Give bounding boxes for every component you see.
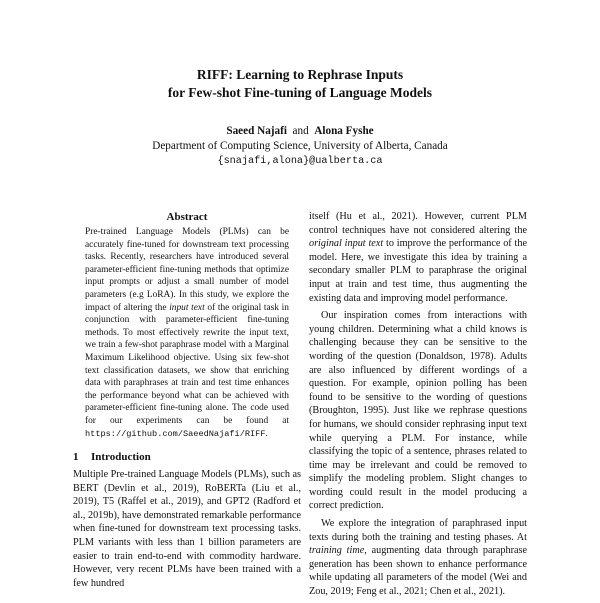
right-p3-italic: training time xyxy=(309,545,365,557)
abstract-text-end: . xyxy=(265,428,268,439)
section-title: Introduction xyxy=(91,451,151,464)
right-p3-b: , augmenting data through paraphrase generation has been shown to enhance performance while updating all parameters of the model (Wei and Zou, 2019; Feng et al., 2021; Chen et al., 2021). xyxy=(309,545,528,598)
author-1: Saeed Najafi xyxy=(226,125,287,137)
abstract-text xyxy=(85,226,289,440)
introduction-paragraph: Multiple Pre-trained Language Models (PLMs), such as BERT (Devlin et al., 2019), RoBERTa (Liu et al., 2019), T5 (Raffel et al., 2019), and GPT2 (Radford et al., 2019b), have demonstrated remarkable performance when fine-tuned for downstream text processing tasks. PLM variants with less than 1 billion parameters are easier to train end-to-end with commodity hardware. However, very recent PLMs have been trained with a few hundred xyxy=(73,469,301,589)
right-p3-a: We explore the integration of paraphrased input texts during both the training and testing phases. At xyxy=(309,518,527,543)
title-line-1: RIFF: Learning to Rephrase Inputs xyxy=(196,67,404,82)
affiliation: Department of Computing Science, University of Alberta, Canada xyxy=(152,140,448,152)
abstract-text-a: Pre-trained Language Models (PLMs) can be accurately fine-tuned for downstream text processing tasks. Recently, researchers have introduced several parameter-efficient fine-tuning methods that optimize input prompts or adjust a small number of model parameters (e.g LoRA). In this study, we explore the impact of altering the xyxy=(85,227,289,313)
title-line-2: for Few-shot Fine-tuning of Language Models xyxy=(167,85,433,100)
author-2: Alona Fyshe xyxy=(314,125,374,137)
right-paragraph-3 xyxy=(309,517,527,599)
right-p1-b: to improve the performance of the model. Here, we investigate this idea by training a secondary smaller PLM to paraphrase the original input at train and test time, thus augmenting the existing data and improving model performance. xyxy=(309,238,527,304)
author-names xyxy=(0,124,600,139)
right-p1-italic: original input text xyxy=(309,238,384,250)
left-column xyxy=(73,210,301,590)
author-email: {snajafi,alona}@ualberta.ca xyxy=(217,156,383,167)
right-paragraph-2: Our inspiration comes from interactions with young children. Determining what a child knows is challenging because they can be sensitive to the wording of the question (Donaldson, 1978). Adults are also influenced by different wordings of a question. For example, opinion polling has been found to be sensitive to the wording of questions (Broughton, 1995). Just like we rephrase questions for humans, we should consider rephrasing input text while querying a PLM. For instance, while classifying the topic of a sentence, phrases related to time may be irrelevant and could be removed to simplify the modeling problem. Slight changes to wording could result in the model producing a correct prediction. xyxy=(309,310,527,512)
right-p1-a: itself (Hu et al., 2021). However, current PLM control techniques have not considered altering the xyxy=(309,211,527,236)
abstract-text-b: of the original task in conjunction with parameter-efficient fine-tuning methods. To most effectively rewrite the input text, we train a few-shot paraphrase model with a Marginal Maximum Likelihood objective. Using six few-shot text classification datasets, we show that enriching data with paraphrases at train and test time enhances the performance beyond what can be achieved with parameter-efficient fine-tuning alone. The code used for our experiments can be found at xyxy=(85,302,289,426)
section-heading-introduction xyxy=(73,450,301,464)
author-block xyxy=(0,124,600,169)
section-number: 1 xyxy=(73,451,79,464)
right-paragraph-1 xyxy=(309,210,527,305)
paper-title xyxy=(0,66,600,102)
abstract-italic: input text xyxy=(169,302,205,313)
code-url-link[interactable]: https://github.com/SaeedNajafi/RIFF xyxy=(85,428,266,439)
author-and: and xyxy=(292,125,309,137)
right-column xyxy=(309,210,527,603)
abstract-heading: Abstract xyxy=(166,211,208,223)
